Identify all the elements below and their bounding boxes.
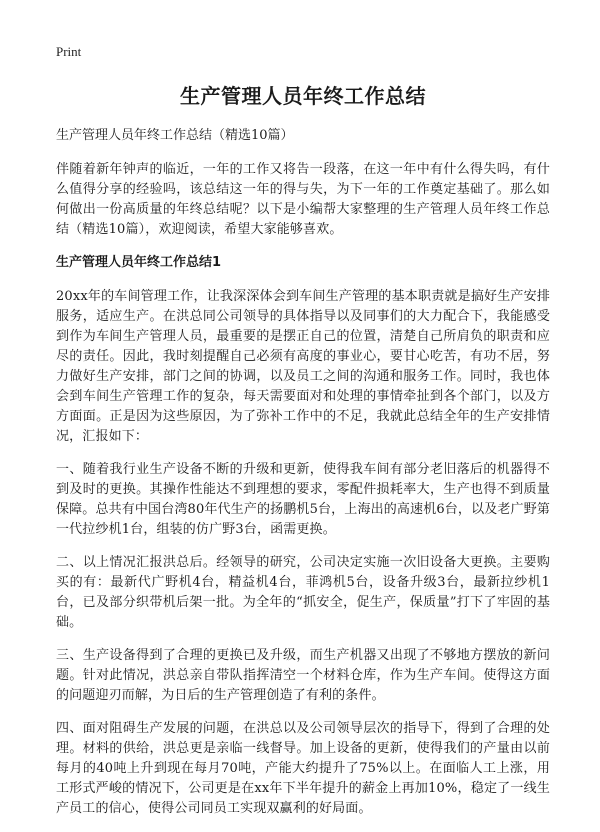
section-heading: 生产管理人员年终工作总结1 [56,255,222,270]
intro-paragraph: 伴随着新年钟声的临近，一年的工作又将告一段落，在这一年中有什么得失吗，有什么值得分享的经验吗，该总结这一年的得与失，为下一年的工作奠定基础了。那么如何做出一份高质量的年终总结呢？以下是小编帮大家整理的生产管理人员年终工作总结（精选10篇），欢迎阅读，希望大家能够喜欢。 [56,162,550,237]
body-paragraph-4: 三、生产设备得到了合理的更换已及升级，而生产机器又出现了不够地方摆放的新问题。针对此情况，洪总亲自带队指挥清空一个材料仓库，作为生产车间。使得这方面的问题迎刃而解，为日后的生产管理创造了有利的条件。 [56,648,550,703]
document-subtitle: 生产管理人员年终工作总结（精选10篇） [56,128,294,143]
body-paragraph-3: 二、以上情况汇报洪总后。经领导的研究，公司决定实施一次旧设备大更换。主要购买的有：最新代广野机4台，精益机4台，菲鸿机5台，设备升级3台，最新拉纱机1台，已及部分织带机后架一批。为全年的“抓安全，促生产，保质量”打下了牢固的基础。 [56,555,550,630]
print-label: Print [56,44,82,59]
document-body [56,80,550,832]
document-title: 生产管理人员年终工作总结 [180,84,426,108]
body-paragraph-2: 一、随着我行业生产设备不断的升级和更新，使得我车间有部分老旧落后的机器得不到及时的更换。其操作性能达不到理想的要求，零配件损耗率大，生产也得不到质量保障。总共有中国台湾80年代生产的扬鹏机5台，上海出的高速机6台，以及老广野第一代拉纱机1台，组装的仿广野3台，函需更换。 [56,462,550,537]
body-paragraph-1: 20xx年的车间管理工作，让我深深体会到车间生产管理的基本职责就是搞好生产安排服务，适应生产。在洪总同公司领导的具体指导以及同事们的大力配合下，我能感受到作为车间生产管理人员，最重要的是摆正自己的位置，清楚自己所肩负的职责和应尽的责任。因此，我时刻提醒自己必须有高度的事业心，要甘心吃苦，有功不居，努力做好生产安排，部门之间的协调，以及员工之间的沟通和服务工作。同时，我也体会到车间生产管理工作的复杂，每天需要面对和处理的事情牵扯到各个部门，以及方方面面。正是因为这些原因，为了弥补工作中的不足，我就此总结全年的生产安排情况，汇报如下： [56,289,550,444]
body-paragraph-5: 四、面对阻碍生产发展的问题，在洪总以及公司领导层次的指导下，得到了合理的处理。材料的供给，洪总更是亲临一线督导。加上设备的更新，使得我们的产量由以前每月的40吨上升到现在每月70吨，产能大约提升了75%以上。在面临人工上涨，用工形式严峻的情况下，公司更是在xx年下半年提升的薪金上再加10%，稳定了一线生产员工的信心，使得公司同员工实现双赢利的好局面。 [56,721,550,816]
